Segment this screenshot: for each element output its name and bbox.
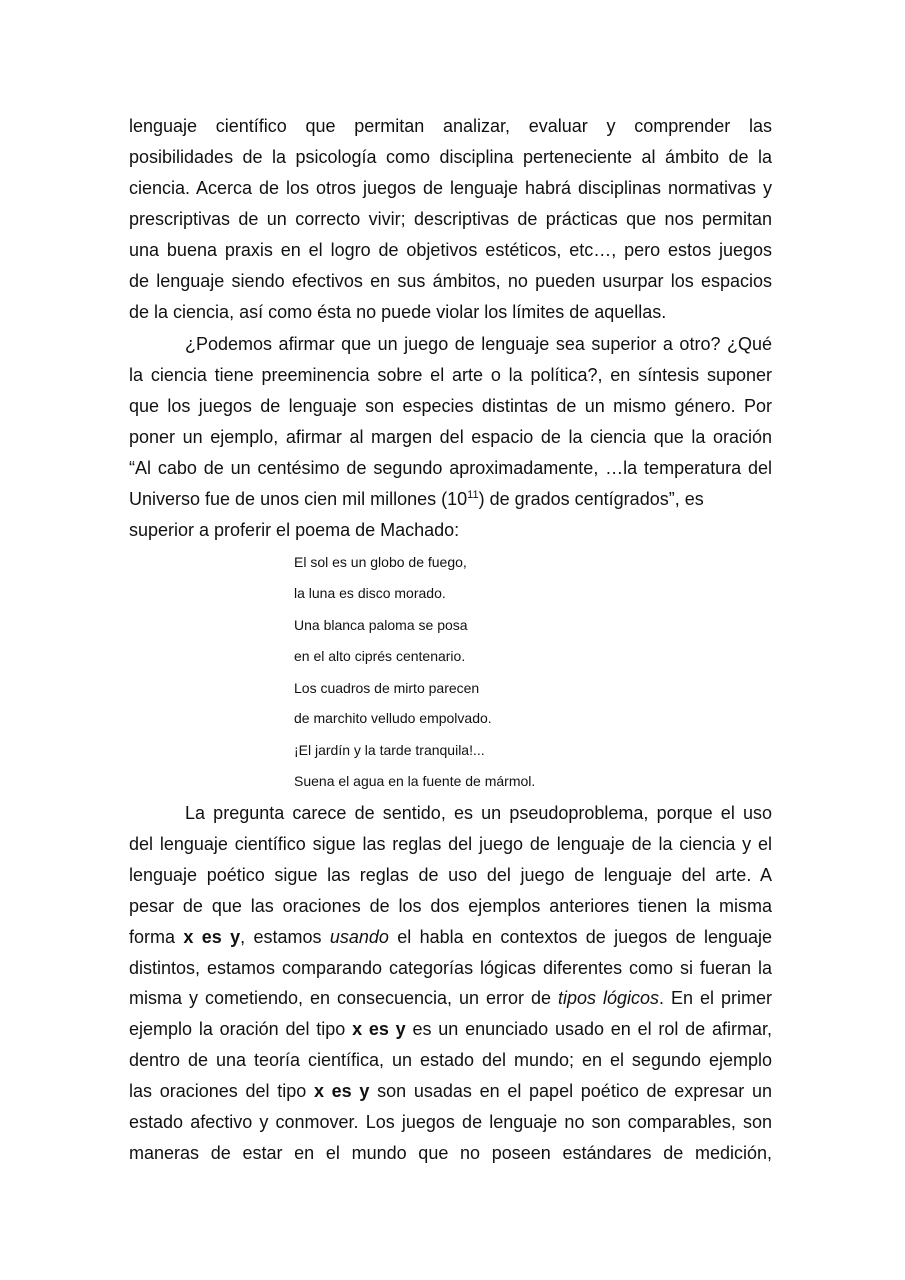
- text-run: distintos, estamos comparando categorías lógicas diferentes como si fueran la: [129, 958, 772, 978]
- text-line: [129, 270, 772, 292]
- text-line: [129, 146, 772, 168]
- text-run: las oraciones del tipo: [129, 1081, 314, 1101]
- text-run: el habla en contextos de juegos de lenguaje: [388, 927, 773, 947]
- text-line: [129, 987, 772, 1009]
- text-line: [129, 895, 772, 917]
- poem-verse: Los cuadros de mirto parecen: [294, 680, 480, 696]
- text-line: [129, 239, 772, 261]
- text-line: [129, 864, 772, 886]
- text-line: [129, 1080, 772, 1102]
- text-line: [129, 833, 772, 855]
- text-run: maneras de estar en el mundo que no poseen estándares de medición,: [129, 1143, 772, 1163]
- text-line: [129, 301, 772, 323]
- text-line: [129, 208, 772, 230]
- text-line: [129, 364, 772, 386]
- text-line: [129, 177, 772, 199]
- text-run: misma y cometiendo, en consecuencia, un error de: [129, 988, 558, 1008]
- text-run: de la ciencia, así como ésta no puede violar los límites de aquellas.: [129, 302, 667, 322]
- italic-text: usando: [329, 927, 389, 947]
- poem-verse: Suena el agua en la fuente de mármol.: [294, 773, 536, 789]
- bold-text: x es y: [183, 927, 241, 947]
- poem-verse: de marchito velludo empolvado.: [294, 710, 492, 726]
- text-run: poner un ejemplo, afirmar al margen del espacio de la ciencia que la oración: [129, 427, 772, 447]
- text-run: prescriptivas de un correcto vivir; descriptivas de prácticas que nos permitan: [129, 209, 772, 229]
- text-line: [129, 488, 772, 510]
- text-line: [129, 395, 772, 417]
- text-line: [185, 333, 772, 355]
- text-run: que los juegos de lenguaje son especies distintas de un mismo género. Por: [129, 396, 772, 416]
- text-line: [129, 957, 772, 979]
- text-run: posibilidades de la psicología como disciplina perteneciente al ámbito de la: [129, 147, 772, 167]
- text-run: estado afectivo y conmover. Los juegos de lenguaje no son comparables, son: [129, 1112, 772, 1132]
- poem-verse: ¡El jardín y la tarde tranquila!...: [294, 742, 485, 758]
- text-run: , estamos: [240, 927, 330, 947]
- poem-verse: la luna es disco morado.: [294, 585, 446, 601]
- text-line: [129, 926, 772, 948]
- text-run: son usadas en el papel poético de expresar un: [369, 1081, 773, 1101]
- text-line: [129, 1111, 772, 1133]
- poem-verse: El sol es un globo de fuego,: [294, 554, 467, 570]
- text-line: [129, 1018, 772, 1040]
- text-run: es un enunciado usado en el rol de afirmar,: [405, 1019, 772, 1039]
- text-run: la ciencia tiene preeminencia sobre el arte o la política?, en síntesis suponer: [129, 365, 772, 385]
- text-line: [129, 1142, 772, 1164]
- superscript: 11: [467, 489, 479, 501]
- text-line: [129, 426, 772, 448]
- text-run: ¿Podemos afirmar que un juego de lenguaje sea superior a otro? ¿Qué: [185, 334, 772, 354]
- bold-text: x es y: [352, 1019, 406, 1039]
- text-run: dentro de una teoría científica, un estado del mundo; en el segundo ejemplo: [129, 1050, 772, 1070]
- text-run: ) de grados centígrados”, es: [478, 489, 704, 509]
- text-line: [129, 1049, 772, 1071]
- poem-verse: en el alto ciprés centenario.: [294, 648, 466, 664]
- text-run: forma: [129, 927, 184, 947]
- text-run: Universo fue de unos cien mil millones (10: [129, 489, 468, 509]
- bold-text: x es y: [313, 1081, 370, 1101]
- text-run: de lenguaje siendo efectivos en sus ámbitos, no pueden usurpar los espacios: [129, 271, 772, 291]
- text-run: lenguaje poético sigue las reglas de uso del juego de lenguaje del arte. A: [129, 865, 772, 885]
- text-line: [129, 115, 772, 137]
- text-run: superior a proferir el poema de Machado:: [129, 520, 460, 540]
- text-run: ciencia. Acerca de los otros juegos de lenguaje habrá disciplinas normativas y: [129, 178, 772, 198]
- text-run: La pregunta carece de sentido, es un pseudoproblema, porque el uso: [185, 803, 772, 823]
- text-run: ejemplo la oración del tipo: [129, 1019, 353, 1039]
- text-run: “Al cabo de un centésimo de segundo aproximadamente, …la temperatura del: [129, 458, 772, 478]
- text-run: pesar de que las oraciones de los dos ejemplos anteriores tienen la misma: [129, 896, 772, 916]
- text-line: [129, 457, 772, 479]
- text-run: una buena praxis en el logro de objetivos estéticos, etc…, pero estos juegos: [129, 240, 772, 260]
- text-run: lenguaje científico que permitan analizar, evaluar y comprender las: [129, 116, 772, 136]
- text-run: . En el primer: [659, 988, 772, 1008]
- text-run: del lenguaje científico sigue las reglas del juego de lenguaje de la ciencia y el: [129, 834, 772, 854]
- text-line: [185, 802, 772, 824]
- poem-verse: Una blanca paloma se posa: [294, 617, 468, 633]
- italic-text: tipos lógicos: [558, 988, 660, 1008]
- text-line: [129, 519, 772, 541]
